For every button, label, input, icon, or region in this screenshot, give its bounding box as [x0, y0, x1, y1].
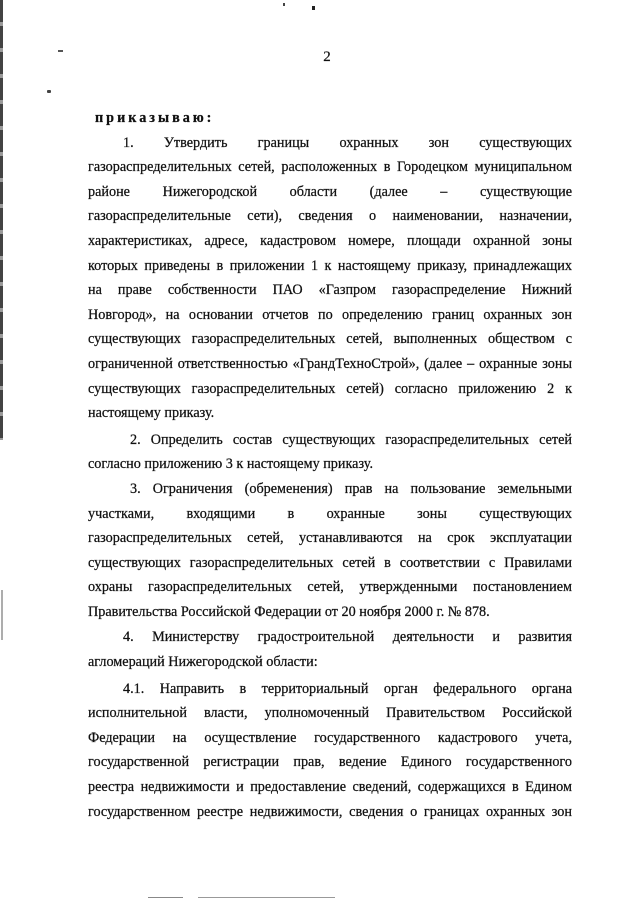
text-line: участками, входящими в охранные зоны существующих	[88, 505, 572, 522]
text-line: существующих газораспределительных сетей) согласно приложению 2 к	[88, 380, 572, 397]
text-line: Правительства Российской Федерации от 20 ноября 2000 г. № 878.	[88, 603, 490, 620]
text-line: государственном реестре недвижимости, сведения о границах охранных зон	[88, 803, 572, 820]
text-line: согласно приложению 3 к настоящему приказу.	[88, 456, 373, 473]
text-line: 1. Утвердить границы охранных зон существующих	[123, 134, 572, 151]
text-line: характеристиках, адресе, кадастровом номере, площади охранной зоны	[88, 232, 572, 249]
scan-edge-artifact-lower	[1, 590, 3, 640]
scan-speck	[312, 6, 315, 10]
text-line: 2. Определить состав существующих газораспределительных сетей	[130, 431, 572, 448]
text-line: исполнительной власти, уполномоченный Правительством Российской	[88, 705, 572, 722]
text-line: охраны газораспределительных сетей, утвержденными постановлением	[88, 579, 572, 596]
scan-bottom-line	[148, 897, 183, 898]
text-line: которых приведены в приложении 1 к настоящему приказу, принадлежащих	[88, 257, 572, 274]
text-line: районе Нижегородской области (далее – существующие	[88, 183, 572, 200]
text-line: существующих газораспределительных сетей, выполненных обществом с	[88, 331, 572, 348]
document-body	[88, 106, 572, 824]
text-line: 3. Ограничения (обременения) прав на пользование земельными	[130, 480, 572, 497]
text-line: Федерации на осуществление государственного кадастрового учета,	[88, 729, 572, 746]
text-line: газораспределительные сети), сведения о наименовании, назначении,	[88, 208, 572, 225]
text-line: газораспределительных сетей, расположенных в Городецком муниципальном	[88, 159, 572, 176]
scan-speck	[283, 3, 285, 6]
text-line: государственной регистрации прав, ведение Единого государственного	[88, 754, 572, 771]
scan-speck	[47, 90, 51, 93]
text-line: газораспределительных сетей, устанавливаются на срок эксплуатации	[88, 530, 572, 547]
text-line: агломераций Нижегородской области:	[88, 654, 318, 671]
order-heading: приказываю:	[95, 110, 215, 126]
scan-speck	[58, 50, 63, 52]
text-line: 4. Министерству градостроительной деятельности и развития	[123, 629, 572, 646]
paragraph-4-1	[88, 677, 572, 825]
paragraph-3	[88, 477, 572, 625]
page-number: 2	[323, 49, 331, 65]
paragraph-4	[88, 625, 572, 674]
text-line: 4.1. Направить в территориальный орган федерального органа	[123, 680, 572, 697]
scan-bottom-line	[198, 897, 335, 898]
text-line: Новгород», на основании отчетов по определению границ охранных зон	[88, 306, 572, 323]
paragraph-2	[88, 428, 572, 477]
text-line: настоящему приказу.	[88, 405, 215, 422]
text-line: существующих газораспределительных сетей в соответствии с Правилами	[88, 554, 572, 571]
paragraph-1	[88, 131, 572, 426]
text-line: на праве собственности ПАО «Газпром газораспределение Нижний	[88, 282, 572, 299]
scan-edge-artifact	[0, 0, 3, 440]
text-line: реестра недвижимости и предоставление сведений, содержащихся в Едином	[88, 779, 572, 796]
text-line: ограниченной ответственностью «ГрандТехноСтрой», (далее – охранные зоны	[88, 355, 572, 372]
